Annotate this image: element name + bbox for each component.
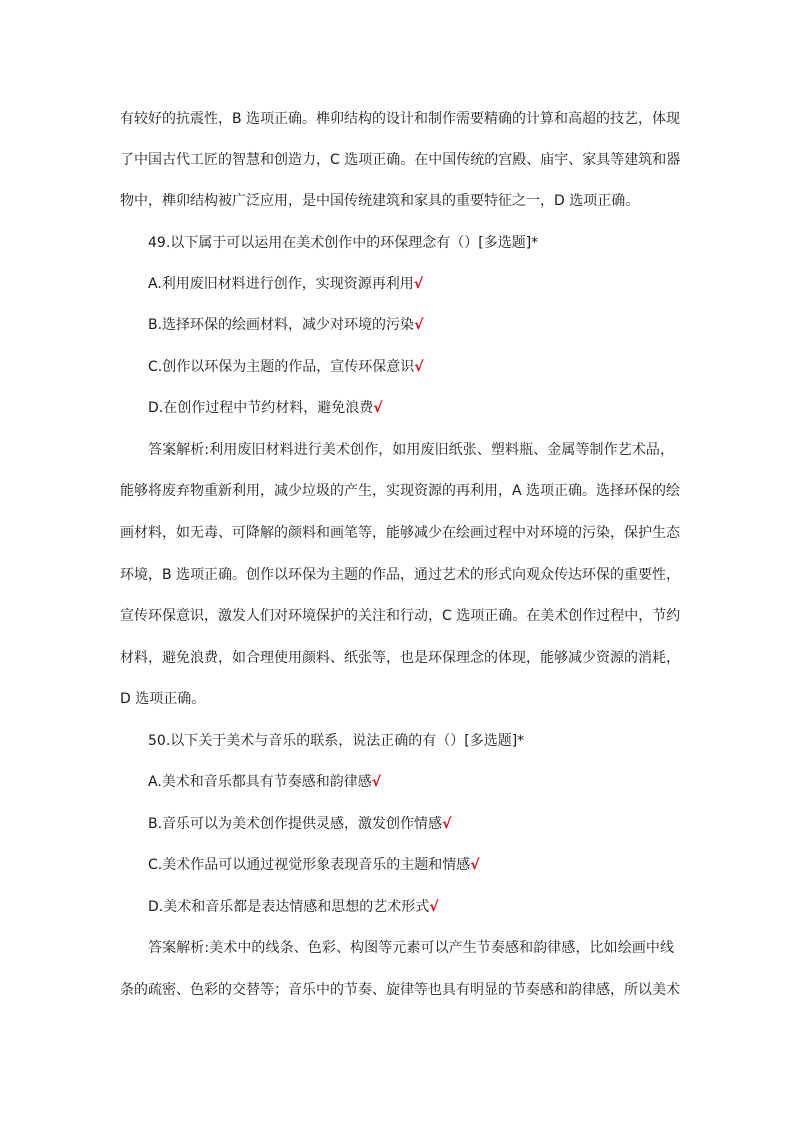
check-mark-icon: √ bbox=[414, 317, 424, 333]
check-mark-icon: √ bbox=[371, 774, 382, 790]
option-text: A.利用废旧材料进行创作，实现资源再利用 bbox=[148, 276, 414, 292]
q50-analysis-line: 条的疏密、色彩的交替等；音乐中的节奏、旋律等也具有明显的节奏感和韵律感，所以美术 bbox=[120, 982, 680, 998]
q49-option-b bbox=[148, 315, 423, 335]
option-text: D.美术和音乐都是表达情感和思想的艺术形式 bbox=[148, 899, 430, 915]
q50-analysis-line: 答案解析:美术中的线条、色彩、构图等元素可以产生节奏感和韵律感，比如绘画中线 bbox=[148, 940, 674, 956]
check-mark-icon: √ bbox=[413, 276, 424, 292]
option-text: B.音乐可以为美术创作提供灵感，激发创作情感 bbox=[148, 816, 443, 832]
option-text: C.创作以环保为主题的作品，宣传环保意识 bbox=[148, 359, 415, 375]
paragraph-line: 物中，榫卯结构被广泛应用，是中国传统建筑和家具的重要特征之一，D 选项正确。 bbox=[120, 193, 640, 209]
question-50: 50.以下关于美术与音乐的联系，说法正确的有（）[多选题]* bbox=[148, 733, 525, 749]
q49-analysis-line: 环境，B 选项正确。创作以环保为主题的作品，通过艺术的形式向观众传达环保的重要性， bbox=[120, 567, 681, 583]
q49-analysis-line: D 选项正确。 bbox=[120, 691, 206, 707]
check-mark-icon: √ bbox=[429, 899, 439, 915]
option-text: D.在创作过程中节约材料，避免浪费 bbox=[148, 400, 374, 416]
paragraph-line: 有较好的抗震性，B 选项正确。榫卯结构的设计和制作需要精确的计算和高超的技艺，体现 bbox=[120, 111, 681, 127]
question-49: 49.以下属于可以运用在美术创作中的环保理念有（）[多选题]* bbox=[148, 235, 539, 251]
q50-option-b bbox=[148, 814, 451, 834]
check-mark-icon: √ bbox=[414, 359, 424, 375]
option-text: C.美术作品可以通过视觉形象表现音乐的主题和情感 bbox=[148, 857, 471, 873]
check-mark-icon: √ bbox=[442, 816, 452, 832]
q50-option-c bbox=[148, 855, 480, 875]
q49-option-d bbox=[148, 398, 383, 418]
q49-analysis-line: 材料，避免浪费，如合理使用颜料、纸张等，也是环保理念的体现，能够减少资源的消耗， bbox=[120, 650, 680, 666]
q50-option-d bbox=[148, 897, 439, 917]
check-mark-icon: √ bbox=[373, 400, 383, 416]
q49-option-c bbox=[148, 357, 424, 377]
q49-analysis-line: 答案解析:利用废旧材料进行美术创作，如用废旧纸张、塑料瓶、金属等制作艺术品， bbox=[148, 442, 674, 458]
option-text: B.选择环保的绘画材料，减少对环境的污染 bbox=[148, 317, 415, 333]
q49-option-a bbox=[148, 274, 423, 294]
paragraph-line: 了中国古代工匠的智慧和创造力，C 选项正确。在中国传统的宫殿、庙宇、家具等建筑和器 bbox=[120, 152, 681, 168]
q50-option-a bbox=[148, 772, 381, 792]
q49-analysis-line: 宣传环保意识，激发人们对环境保护的关注和行动，C 选项正确。在美术创作过程中，节约 bbox=[120, 608, 681, 624]
check-mark-icon: √ bbox=[470, 857, 480, 873]
option-text: A.美术和音乐都具有节奏感和韵律感 bbox=[148, 774, 372, 790]
q49-analysis-line: 能够将废弃物重新利用，减少垃圾的产生，实现资源的再利用，A 选项正确。选择环保的绘 bbox=[120, 483, 681, 499]
q49-analysis-line: 画材料，如无毒、可降解的颜料和画笔等，能够减少在绘画过程中对环境的污染，保护生态 bbox=[120, 525, 680, 541]
